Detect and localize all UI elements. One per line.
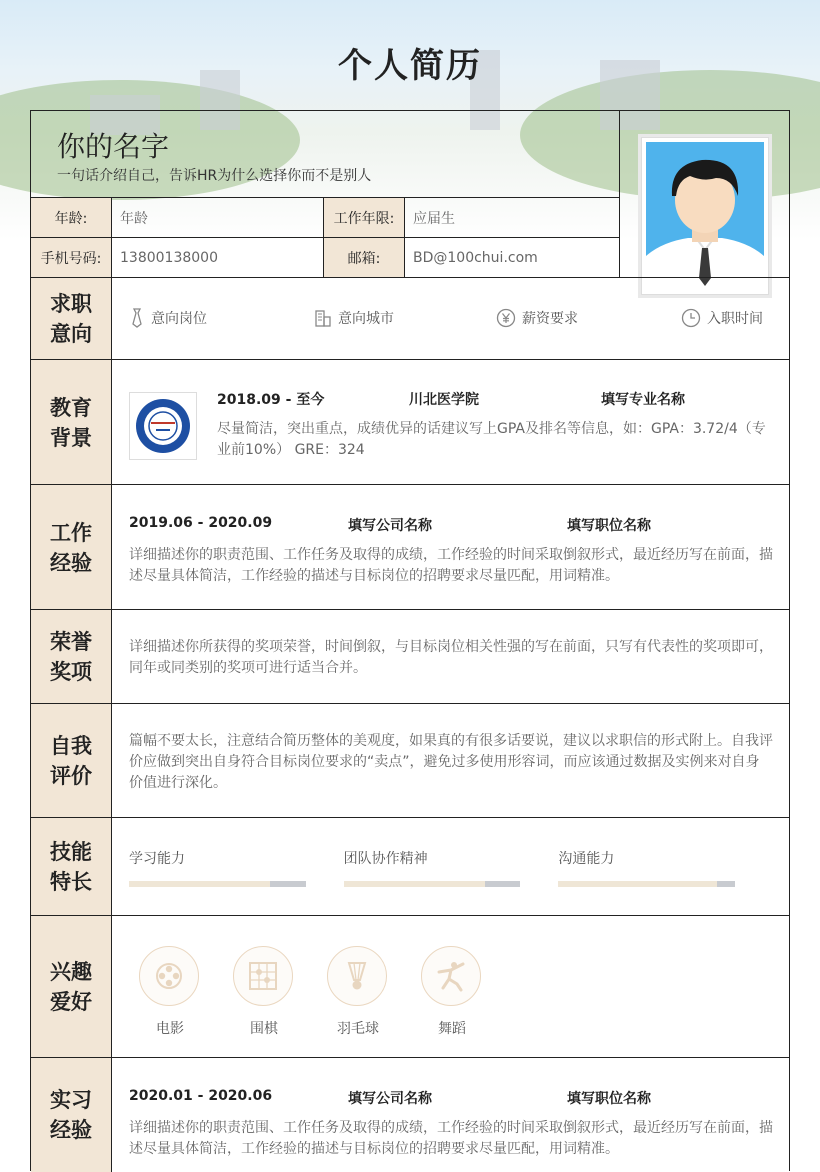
internship-position: 填写职位名称: [567, 1091, 651, 1107]
education-description: 尽量简洁，突出重点，成绩优异的话建议写上GPA及排名等信息，如：GPA：3.72/4（专业前10%） GRE：324: [217, 421, 766, 458]
self-evaluation-description: 篇幅不要太长，注意结合简历整体的美观度，如果真的有很多话要说，建议以求职信的形式附上。自我评价应做到突出自身符合目标岗位要求的“卖点”，避免过多使用形容词，而应该通过数据及实例来对自身价值进行深化。: [129, 733, 773, 791]
section-label-job-intention: 求职意向: [31, 278, 112, 360]
internship-entry: [129, 1088, 773, 1160]
section-job-intention: [31, 277, 789, 360]
section-label-work: 工作经验: [31, 485, 112, 610]
section-internship: [31, 1057, 789, 1172]
work-description: 详细描述你的职责范围、工作任务及取得的成绩，工作经验的时间采取倒叙形式，最近经历写在前面，描述尽量具体简洁，工作经验的描述与目标岗位的招聘要求尽量匹配，用词精准。: [129, 547, 773, 584]
section-self-evaluation: [31, 703, 789, 818]
hobbies-list: [139, 946, 773, 1038]
honors-entry: [129, 637, 773, 679]
section-label-hobbies: 兴趣爱好: [31, 916, 112, 1058]
education-headline: [217, 389, 773, 409]
section-label-self-evaluation: 自我评价: [31, 704, 112, 818]
email-value: BD@100chui.com: [413, 250, 538, 266]
work-period: 2019.06 - 2020.09: [129, 515, 273, 531]
self-evaluation-entry: [129, 731, 773, 794]
internship-headline: [129, 1088, 773, 1108]
hobby-name: 羽毛球: [337, 1021, 379, 1037]
age-value: 年龄: [112, 198, 324, 238]
go-board-icon: [233, 946, 293, 1006]
skill-item: [344, 848, 521, 887]
section-label-skills: 技能特长: [31, 818, 112, 916]
age-label: 年龄:: [31, 198, 112, 238]
education-major: 填写专业名称: [601, 392, 685, 408]
skill-name: 沟通能力: [558, 851, 615, 867]
candidate-tagline: 一句话介绍自己，告诉HR为什么选择你而不是别人: [57, 168, 372, 184]
experience-years-value: 应届生: [413, 211, 455, 227]
internship-period: 2020.01 - 2020.06: [129, 1088, 273, 1104]
education-period: 2018.09 - 至今: [217, 392, 325, 408]
intention-list: [129, 308, 773, 328]
skill-bar: [558, 881, 735, 887]
hobby-name: 围棋: [250, 1021, 278, 1037]
film-reel-icon: [139, 946, 199, 1006]
work-position: 填写职位名称: [567, 518, 651, 534]
hobby-name: 舞蹈: [438, 1021, 466, 1037]
info-row-1: [31, 197, 619, 238]
hobby-item: [421, 946, 483, 1038]
intention-item-position: 意向岗位: [129, 308, 314, 328]
work-headline: [129, 515, 773, 535]
info-row-2: [31, 237, 619, 278]
intention-item-city: 意向城市: [314, 308, 496, 328]
hobby-name: 电影: [156, 1021, 184, 1037]
email-label: 邮箱:: [324, 238, 405, 278]
skill-bar: [344, 881, 521, 887]
skill-name: 学习能力: [129, 851, 185, 867]
education-entry: [217, 389, 773, 461]
intention-item-start-date: 入职时间: [681, 308, 763, 328]
phone-label: 手机号码:: [31, 238, 112, 278]
skill-name: 团队协作精神: [343, 851, 428, 867]
skill-item: [558, 848, 735, 887]
internship-company: 填写公司名称: [348, 1091, 432, 1107]
yen-icon: [496, 308, 516, 328]
section-label-honors: 荣誉奖项: [31, 610, 112, 704]
section-education: [31, 359, 789, 485]
work-company: 填写公司名称: [348, 518, 432, 534]
school-logo: [129, 392, 197, 460]
section-label-internship: 实习经验: [31, 1058, 112, 1172]
tie-icon: [129, 308, 145, 328]
document-title: 个人简历: [338, 46, 482, 86]
hobby-item: [139, 946, 201, 1038]
section-honors: [31, 609, 789, 704]
skill-bar: [129, 881, 306, 887]
section-label-education: 教育背景: [31, 360, 112, 485]
section-work-experience: [31, 484, 789, 610]
candidate-name: 你的名字: [57, 130, 170, 163]
dancer-icon: [421, 946, 481, 1006]
avatar: [641, 137, 769, 295]
section-hobbies: [31, 915, 789, 1058]
building-icon: [314, 309, 332, 327]
resume-frame: [30, 110, 790, 1171]
hobby-item: [233, 946, 295, 1038]
experience-years-label: 工作年限:: [324, 198, 405, 238]
skill-item: [129, 848, 306, 887]
honors-description: 详细描述你所获得的奖项荣誉，时间倒叙，与目标岗位相关性强的写在前面，只写有代表性的奖项即可，同年或同类别的奖项可进行适当合并。: [129, 639, 773, 676]
education-school: 川北医学院: [409, 392, 479, 408]
internship-description: 详细描述你的职责范围、工作任务及取得的成绩，工作经验的时间采取倒叙形式，最近经历写在前面，描述尽量具体简洁，工作经验的描述与目标岗位的招聘要求尽量匹配，用词精准。: [129, 1120, 773, 1157]
profile-header: [31, 111, 620, 277]
badminton-icon: [327, 946, 387, 1006]
section-skills: [31, 817, 789, 916]
intention-item-salary: 薪资要求: [496, 308, 681, 328]
work-entry: [129, 515, 773, 587]
clock-icon: [681, 308, 701, 328]
phone-value: 13800138000: [112, 238, 324, 278]
hobby-item: [327, 946, 389, 1038]
skills-list: [129, 848, 773, 887]
